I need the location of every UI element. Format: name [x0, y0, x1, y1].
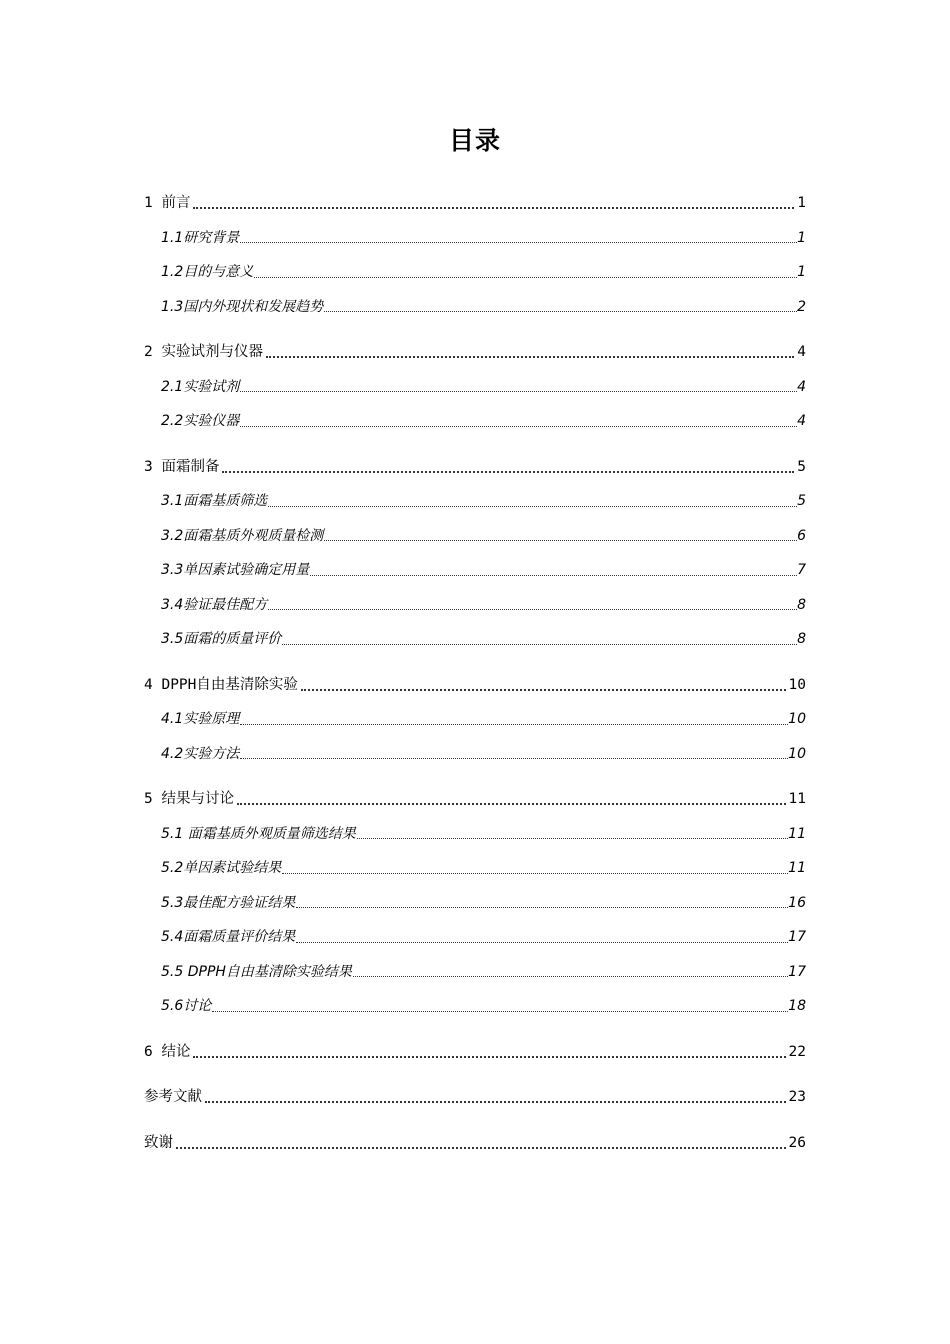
toc-section-entry[interactable] — [144, 484, 806, 519]
toc-entry-label: 1.3国内外现状和发展趋势 — [161, 298, 324, 315]
toc-section-entry[interactable] — [144, 851, 806, 886]
toc-section-entry[interactable] — [144, 255, 806, 290]
toc-section-entry[interactable] — [144, 886, 806, 921]
toc-entry-label: 3.2面霜基质外观质量检测 — [161, 527, 324, 544]
toc-entry-page-number: 23 — [788, 1089, 806, 1105]
toc-section-entry[interactable] — [144, 519, 806, 554]
toc-section-entry[interactable] — [144, 290, 806, 325]
toc-entry-label: 5.3最佳配方验证结果 — [161, 894, 296, 911]
toc-entry-label: 3.3单因素试验确定用量 — [161, 562, 310, 578]
toc-section-entry[interactable] — [144, 553, 806, 588]
dot-leader — [193, 207, 794, 209]
dot-leader — [222, 471, 794, 473]
toc-entry-label: 2.1实验试剂 — [161, 378, 240, 395]
dot-leader — [301, 689, 786, 691]
toc-section-entry[interactable] — [144, 702, 806, 737]
toc-chapter-entry[interactable] — [144, 450, 806, 485]
toc-entry-label: 3 面霜制备 — [144, 458, 220, 475]
toc-entry-page-number: 1 — [797, 195, 806, 211]
toc-entry-label: 4.1实验原理 — [161, 711, 240, 727]
dot-leader — [240, 242, 797, 243]
toc-entry-label: 1.1研究背景 — [161, 229, 240, 246]
toc-entry-page-number: 4 — [797, 413, 806, 429]
toc-section-entry[interactable] — [144, 955, 806, 990]
toc-section-entry[interactable] — [144, 404, 806, 439]
dot-leader — [296, 942, 788, 943]
toc-entry-page-number: 4 — [797, 378, 806, 395]
dot-leader — [310, 575, 797, 576]
toc-chapter-entry[interactable] — [144, 1035, 806, 1070]
dot-leader — [254, 277, 797, 278]
toc-entry-label: 5 结果与讨论 — [144, 791, 234, 807]
toc-entry-page-number: 17 — [788, 929, 806, 945]
dot-leader — [268, 506, 797, 507]
toc-entry-label: 4 DPPH自由基清除实验 — [144, 676, 298, 693]
toc-chapter-entry[interactable] — [144, 668, 806, 703]
dot-leader — [193, 1056, 785, 1058]
toc-entry-page-number: 2 — [797, 298, 806, 315]
toc-entry-label: 4.2实验方法 — [161, 745, 240, 762]
toc-entry-label: 1 前言 — [144, 195, 191, 211]
toc-entry-page-number: 10 — [788, 711, 806, 727]
toc-chapter-entry[interactable] — [144, 1126, 806, 1161]
toc-section-entry[interactable] — [144, 920, 806, 955]
toc-entry-page-number: 11 — [788, 791, 806, 807]
toc-entry-page-number: 22 — [788, 1043, 806, 1060]
toc-entry-label: 5.2单因素试验结果 — [161, 860, 282, 876]
toc-entry-page-number: 11 — [788, 860, 806, 876]
toc-section-entry[interactable] — [144, 989, 806, 1024]
toc-entry-page-number: 1 — [797, 229, 806, 246]
toc-chapter-entry[interactable] — [144, 335, 806, 370]
toc-entry-label: 参考文献 — [144, 1089, 202, 1105]
toc-entry-page-number: 8 — [797, 596, 806, 613]
toc-entry-label: 3.5面霜的质量评价 — [161, 631, 282, 647]
toc-entry-label: 3.4验证最佳配方 — [161, 596, 268, 613]
toc-entry-label: 2.2实验仪器 — [161, 413, 240, 429]
toc-chapter-entry[interactable] — [144, 1080, 806, 1115]
toc-section-entry[interactable] — [144, 622, 806, 657]
toc-entry-page-number: 10 — [788, 676, 806, 693]
toc-entry-label: 5.1 面霜基质外观质量筛选结果 — [161, 825, 356, 842]
toc-section-entry[interactable] — [144, 588, 806, 623]
dot-leader — [237, 803, 786, 805]
dot-leader — [282, 644, 797, 645]
toc-entry-label: 6 结论 — [144, 1043, 191, 1060]
toc-entry-page-number: 8 — [797, 631, 806, 647]
toc-entry-label: 2 实验试剂与仪器 — [144, 344, 263, 360]
dot-leader — [176, 1147, 786, 1149]
toc-title: 目录 — [448, 126, 501, 155]
dot-leader — [296, 907, 788, 908]
toc-chapter-entry[interactable] — [144, 186, 806, 221]
toc-entry-label: 5.6讨论 — [161, 998, 212, 1014]
dot-leader — [324, 540, 797, 541]
toc-entry-page-number: 26 — [788, 1134, 806, 1151]
dot-leader — [324, 311, 797, 312]
dot-leader — [240, 391, 797, 392]
toc-chapter-entry[interactable] — [144, 782, 806, 817]
dot-leader — [212, 1011, 788, 1012]
toc-entry-page-number: 5 — [797, 458, 806, 475]
toc-entry-page-number: 1 — [797, 264, 806, 280]
toc-entry-label: 5.4面霜质量评价结果 — [161, 929, 296, 945]
dot-leader — [282, 873, 788, 874]
toc-entry-page-number: 7 — [797, 562, 806, 578]
toc-entry-page-number: 16 — [788, 894, 806, 911]
dot-leader — [266, 356, 794, 358]
dot-leader — [240, 758, 788, 759]
toc-entry-label: 致谢 — [144, 1134, 173, 1151]
toc-section-entry[interactable] — [144, 370, 806, 405]
toc-section-entry[interactable] — [144, 221, 806, 256]
toc-entry-page-number: 10 — [788, 745, 806, 762]
toc-entry-label: 5.5 DPPH自由基清除实验结果 — [161, 963, 352, 980]
toc-entry-page-number: 6 — [797, 527, 806, 544]
toc-entry-label: 1.2目的与意义 — [161, 264, 254, 280]
dot-leader — [240, 426, 797, 427]
dot-leader — [353, 976, 788, 977]
dot-leader — [240, 724, 788, 725]
dot-leader — [205, 1101, 786, 1103]
dot-leader — [357, 838, 788, 839]
toc-entry-page-number: 5 — [797, 493, 806, 509]
toc-entry-page-number: 17 — [788, 963, 806, 980]
toc-entry-page-number: 11 — [788, 825, 806, 842]
toc-section-entry[interactable] — [144, 817, 806, 852]
toc-entry-label: 3.1面霜基质筛选 — [161, 493, 268, 509]
toc-section-entry[interactable] — [144, 737, 806, 772]
toc-entry-page-number: 4 — [797, 344, 806, 360]
dot-leader — [268, 609, 797, 610]
toc-entry-page-number: 18 — [788, 998, 806, 1014]
toc-list — [144, 186, 806, 1160]
